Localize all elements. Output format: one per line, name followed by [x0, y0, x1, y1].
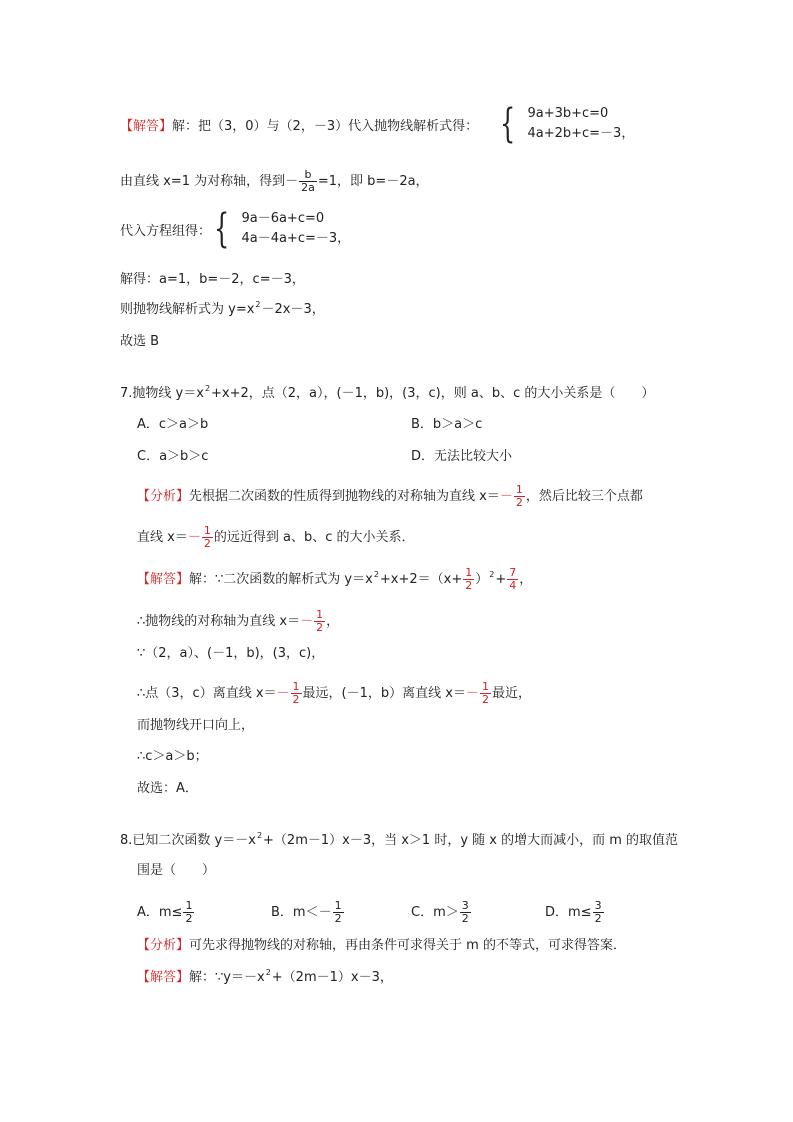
text-span: 1 [334, 899, 342, 912]
fraction [507, 567, 518, 592]
q7-analysis-line-2 [137, 525, 414, 550]
text-span: － [300, 614, 314, 629]
text-span: 2 [292, 693, 300, 706]
text-span: 可先求得抛物线的对称轴，再由条件可求得关于 m 的不等式，可求得答案． [189, 938, 626, 953]
text-span: 2 [316, 621, 324, 634]
q7-solution-line-6: ∴c＞a＞b； [137, 749, 208, 764]
text-span: 3 [594, 899, 602, 912]
text-span: 1 [203, 524, 211, 537]
q7-solution-line-5: 而抛物线开口向上， [137, 718, 255, 733]
q8-option-d [545, 900, 605, 925]
text-span: + [495, 572, 507, 587]
text-span: 2 [465, 579, 473, 592]
brace-icon: { [500, 101, 516, 147]
text-span: 的远近得到 a、b、c 的大小关系． [213, 530, 415, 545]
text-span: 直线 x＝ [137, 530, 188, 545]
q8-option-b [271, 900, 345, 925]
text-span: +x+2，点（2，a），(－1，b)，(3，c)，则 a、b、c 的大小关系是（ ） [211, 386, 655, 401]
fraction [333, 900, 344, 925]
text-span: 7.抛物线 y＝x [120, 386, 204, 401]
q7-solution-line-2 [137, 609, 339, 634]
text-span: ∴抛物线的对称轴为直线 x＝ [137, 614, 301, 629]
solution-tag: 【解答】 [137, 970, 190, 985]
text-span: 4 [509, 579, 517, 592]
q7-option-b: B．b＞a＞c [411, 417, 483, 432]
fraction [514, 484, 525, 509]
q7-option-a: A．c＞a＞b [137, 417, 209, 432]
text-span: ， [337, 231, 351, 246]
text-span: 先根据二次函数的性质得到抛物线的对称轴为直线 x＝ [189, 489, 500, 504]
text-span: 解：把（3，0）与（2，－3）代入抛物线解析式得： [172, 119, 479, 134]
text-span: 2 [334, 912, 342, 925]
text-span: ， [621, 126, 635, 141]
text-span: =1，即 b=－2a， [317, 174, 429, 189]
q7-analysis-line-1 [137, 484, 643, 509]
text-span: +（2m－1）x－3，当 x＞1 时，y 随 x 的增大而减小，而 m 的取值范 [263, 833, 679, 848]
text-span: 3 [461, 899, 469, 912]
solution-tag: 【解答】 [137, 572, 190, 587]
text-span: D．m≤ [545, 905, 592, 920]
text-span: 2 [489, 570, 495, 579]
text-span: 2a [301, 181, 315, 194]
equation-system-1 [500, 101, 635, 147]
q7-solution-line-4 [137, 681, 531, 706]
text-span: － [465, 686, 479, 701]
text-span: 则抛物线解析式为 y=x [120, 302, 255, 317]
fraction [463, 567, 474, 592]
text-span: A．m≤ [137, 905, 183, 920]
fraction [460, 900, 471, 925]
text-span: 2 [256, 831, 263, 840]
text-span: 1 [481, 680, 489, 693]
text-span: ， [326, 614, 340, 629]
text-span: 1 [465, 566, 473, 579]
q7-solution-line-1 [137, 567, 532, 592]
analysis-tag: 【分析】 [137, 489, 190, 504]
text-span: 2 [594, 912, 602, 925]
text-span: － [276, 686, 290, 701]
question-7-stem [120, 385, 654, 404]
equation-system-2 [214, 206, 351, 252]
text-span: 解：∵二次函数的解析式为 y＝x [189, 572, 373, 587]
q7-option-d: D．无法比较大小 [411, 449, 513, 464]
analysis-tag: 【分析】 [137, 938, 190, 953]
equation: 4a+2b+c=－3 [527, 126, 622, 141]
solution-line-1 [120, 118, 478, 136]
q7-option-c: C．a＞b＞c [137, 449, 209, 464]
text-span: 由直线 x=1 为对称轴，得到－ [120, 174, 299, 189]
text-span: － [187, 530, 201, 545]
text-span: 2 [373, 570, 379, 579]
solution-line-3 [120, 223, 211, 241]
fraction [314, 609, 325, 634]
text-span: 1 [515, 483, 523, 496]
fraction [593, 900, 604, 925]
text-span: 代入方程组得： [120, 224, 212, 239]
text-span: 解：∵y＝－x [189, 970, 265, 985]
text-span: b [304, 168, 312, 181]
text-span: C．m＞ [411, 905, 459, 920]
fraction [480, 681, 491, 706]
equation: 9a+3b+c=0 [527, 106, 609, 121]
text-span: 1 [185, 899, 193, 912]
text-span: 最远，(－1，b）离直线 x＝ [302, 686, 466, 701]
solution-line-6: 故选 B [120, 334, 160, 349]
fraction [291, 681, 302, 706]
text-span: 2 [204, 384, 211, 393]
text-span: 最近， [491, 686, 531, 701]
solution-tag: 【解答】 [120, 119, 173, 134]
equation: 4a－4a+c=－3 [241, 231, 338, 246]
solution-line-4: 解得：a=1，b=－2，c=－3， [120, 272, 305, 287]
text-span: 1 [316, 608, 324, 621]
fraction [202, 525, 213, 550]
text-span: －2x－3， [261, 302, 325, 317]
text-span: 7 [509, 566, 517, 579]
text-span: B．m＜－ [271, 905, 332, 920]
text-span: 2 [255, 300, 261, 309]
q8-option-a [137, 900, 195, 925]
text-span: 2 [185, 912, 193, 925]
solution-line-5 [120, 301, 325, 320]
text-span: 8.已知二次函数 y＝－x [120, 833, 256, 848]
brace-icon: { [214, 206, 230, 252]
q8-option-c [411, 900, 472, 925]
question-8-stem-line-2: 围是（ ） [137, 863, 216, 878]
text-span: ，然后比较三个点都 [525, 489, 643, 504]
solution-line-2 [120, 169, 429, 194]
equation: 9a－6a+c=0 [241, 211, 325, 226]
question-8-stem [120, 832, 678, 851]
text-span: +（2m－1）x－3， [271, 970, 393, 985]
fraction [299, 169, 317, 194]
text-span: 2 [461, 912, 469, 925]
fraction [183, 900, 194, 925]
q8-analysis-line-1 [137, 937, 626, 955]
text-span: ∴点（3，c）离直线 x＝ [137, 686, 277, 701]
text-span: 2 [203, 537, 211, 550]
text-span: ） [475, 572, 489, 587]
text-span: 2 [481, 693, 489, 706]
text-span: 2 [515, 496, 523, 509]
q7-solution-line-7: 故选：A． [137, 781, 198, 796]
q7-solution-line-3: ∵（2，a）、(－1，b)，(3，c)， [137, 646, 325, 661]
text-span: ， [519, 572, 533, 587]
text-span: 1 [292, 680, 300, 693]
q8-solution-line-1 [137, 969, 393, 988]
text-span: +x+2＝（x+ [379, 572, 463, 587]
text-span: － [499, 489, 513, 504]
text-span: 2 [265, 968, 271, 977]
